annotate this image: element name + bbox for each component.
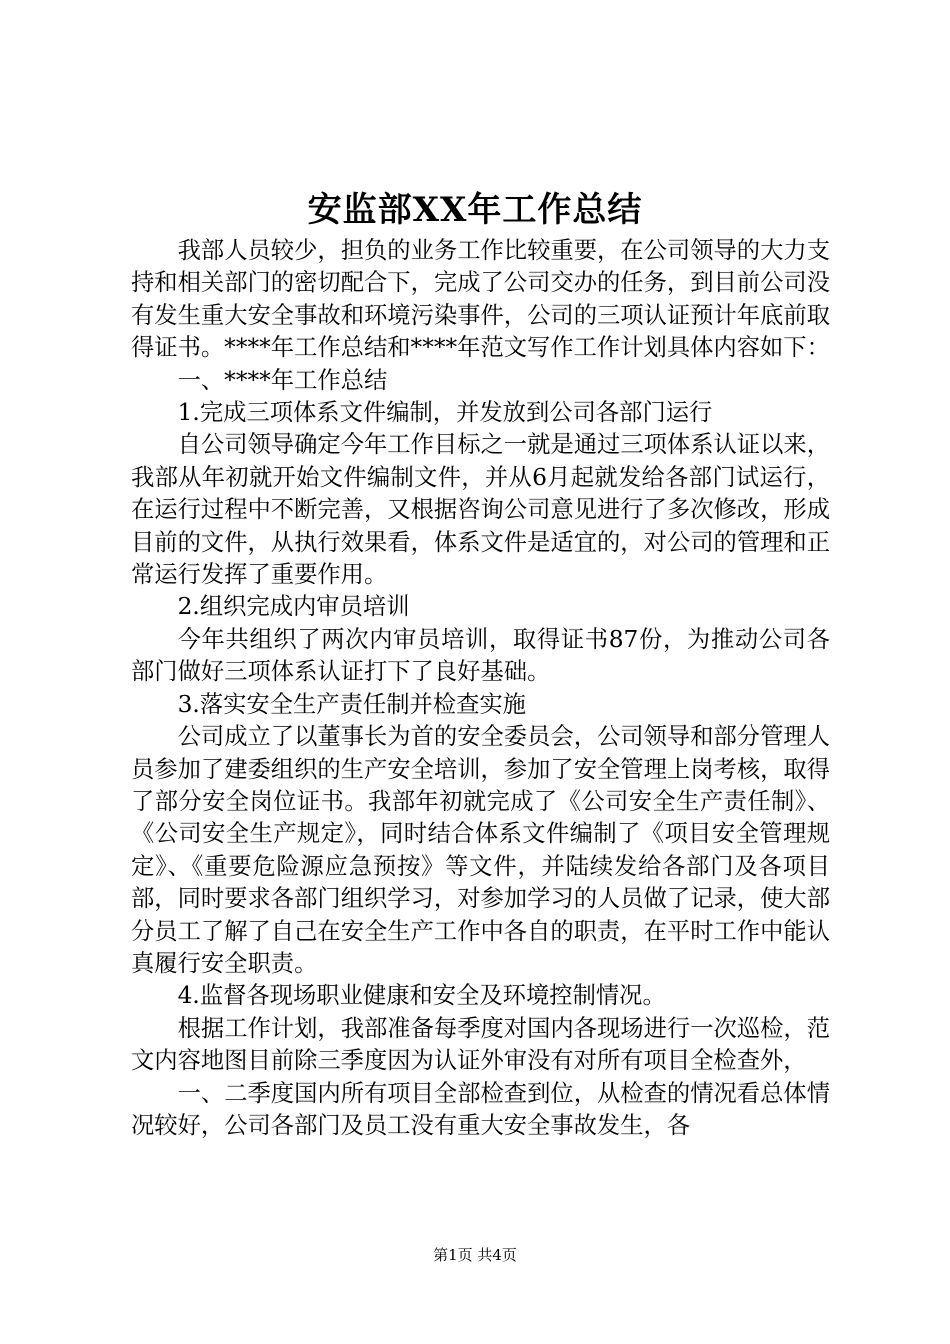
subsection-heading-1: 1.完成三项体系文件编制，并发放到公司各部门运行 bbox=[177, 399, 713, 427]
paragraph-2: 今年共组织了两次内审员培训，取得证书87份，为推动公司各部门做好三项体系认证打下了良好基础。 bbox=[131, 625, 830, 686]
subsection-heading-2: 2.组织完成内审员培训 bbox=[177, 593, 410, 621]
paragraph-1: 自公司领导确定今年工作目标之一就是通过三项体系认证以来，我部从年初就开始文件编制文件，并从6月起就发给各部门试运行，在运行过程中不断完善，又根据咨询公司意见进行了多次修改，形成目前的文件，从执行效果看，体系文件是适宜的，对公司的管理和正常运行发挥了重要作用。 bbox=[131, 431, 830, 589]
paragraph-3: 公司成立了以董事长为首的安全委员会，公司领导和部分管理人员参加了建委组织的生产安全培训，参加了安全管理上岗考核，取得了部分安全岗位证书。我部年初就完成了《公司安全生产责任制》、《公司安全生产规定》，同时结合体系文件编制了《项目安全管理规定》、《重要危险源应急预按》等文件，并陆续发给各部门及各项目部，同时要求各部门组织学习，对参加学习的人员做了记录，使大部分员工了解了自己在安全生产工作中各自的职责，在平时工作中能认真履行安全职责。 bbox=[131, 723, 830, 977]
paragraph-intro: 我部人员较少，担负的业务工作比较重要，在公司领导的大力支持和相关部门的密切配合下，完成了公司交办的任务，到目前公司没有发生重大安全事故和环境污染事件，公司的三项认证预计年底前取得证书。****年工作总结和****年范文写作工作计划具体内容如下： bbox=[131, 237, 830, 362]
document-body bbox=[131, 235, 830, 1142]
subsection-heading-3: 3.落实安全生产责任制并检查实施 bbox=[177, 690, 526, 718]
section-heading-1: 一、****年工作总结 bbox=[177, 366, 388, 394]
document-title: 安监部XX年工作总结 bbox=[307, 190, 643, 230]
subsection-heading-4: 4.监督各现场职业健康和安全及环境控制情况。 bbox=[177, 982, 666, 1010]
page-number-footer: 第1页 共4页 bbox=[433, 1246, 517, 1264]
paragraph-5: 一、二季度国内所有项目全部检查到位，从检查的情况看总体情况较好，公司各部门及员工没有重大安全事故发生，各 bbox=[131, 1079, 830, 1139]
paragraph-4: 根据工作计划，我部准备每季度对国内各现场进行一次巡检，范文内容地图目前除三季度因为认证外审没有对所有项目全检查外， bbox=[131, 1014, 830, 1075]
